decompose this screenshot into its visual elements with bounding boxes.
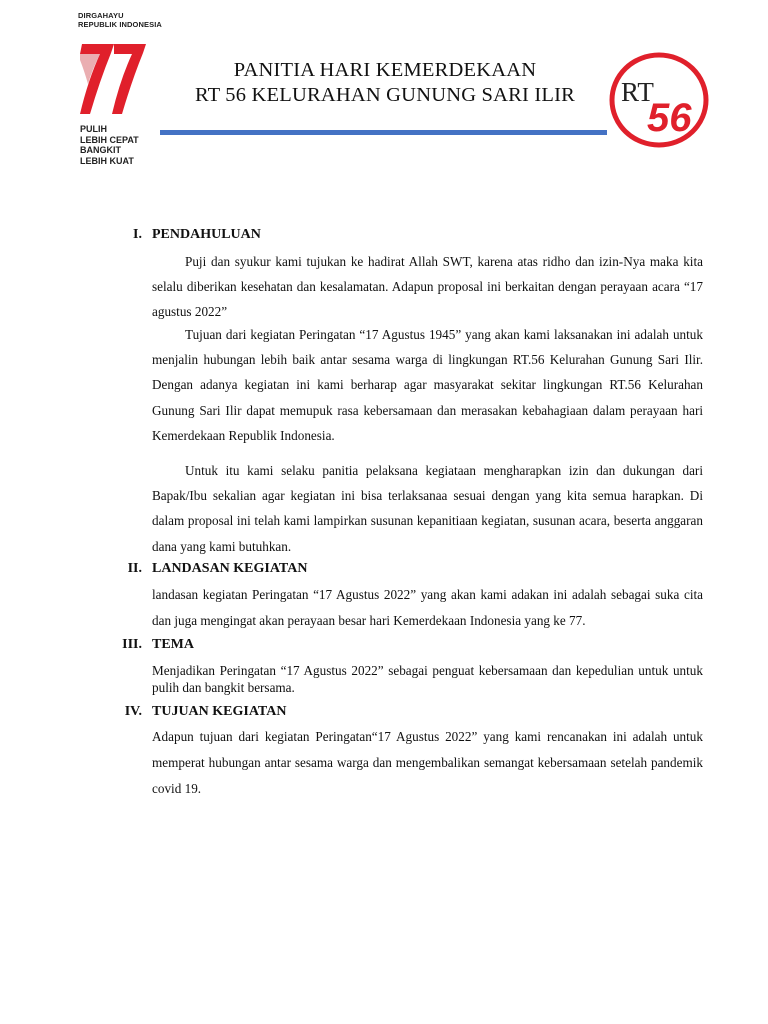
- logo-slogan-line: LEBIH KUAT: [80, 155, 134, 166]
- logo-slogan-line: LEBIH CEPAT: [80, 134, 139, 145]
- rt56-logo: [607, 51, 711, 149]
- logo-slogan: [80, 124, 139, 166]
- paragraph: Puji dan syukur kami tujukan ke hadirat Allah SWT, karena atas ridho dan izin-Nya maka kita selalu diberikan kesehatan dan kesalamatan. Adapun proposal ini berkaitan dengan perayaan acara “17 agustus 2022”: [152, 254, 703, 320]
- title-line-2: RT 56 KELURAHAN GUNUNG SARI ILIR: [194, 84, 576, 106]
- logo-slogan-line: BANGKIT: [80, 145, 121, 155]
- rt56-logo-prefix: RT: [621, 77, 654, 107]
- paragraph: Tujuan dari kegiatan Peringatan “17 Agustus 1945” yang akan kami laksanakan ini adalah untuk menjalin hubungan lebih baik antar sesama warga di lingkungan RT.56 Kelurahan Gunung Sari Ilir. Dengan adanya kegiatan ini kami berharap agar masyarakat sekitar lingkungan RT.56 Kelurahan Gunung Sari Ilir dapat memupuk rasa kebersamaan dan merasakan kebahagiaan dalam perayaan hari Kemerdekaan Republik Indonesia.: [152, 327, 703, 443]
- document-title: [160, 58, 610, 108]
- section-number: I.: [133, 227, 142, 242]
- paragraph: Untuk itu kami selaku panitia pelaksana kegiataan mengharapkan izin dan dukungan dari Bapak/Ibu sekalian agar kegiatan ini bisa terlaksanaa sesuai dengan yang kita semua harapkan. Di dalam proposal ini telah kami lampirkan susunan kepanitiaan kegiatan, susunan acara, beserta anggaran dana yang kami butuhkan.: [152, 463, 703, 554]
- section-heading: [124, 703, 287, 721]
- logo-slogan-line: PULIH: [80, 124, 107, 134]
- logo-top-text: [78, 12, 188, 29]
- section-title: TUJUAN KEGIATAN: [152, 704, 287, 719]
- logo-dirgahayu-text: DIRGAHAYU: [78, 11, 124, 20]
- section-title: TEMA: [152, 637, 194, 652]
- section-number: II.: [127, 561, 142, 576]
- section-title: LANDASAN KEGIATAN: [152, 561, 308, 576]
- rt56-logo-number: 56: [647, 96, 692, 140]
- title-divider: [160, 130, 607, 135]
- section-heading: [122, 636, 194, 654]
- section-number: III.: [122, 637, 142, 652]
- paragraph: Adapun tujuan dari kegiatan Peringatan“17 Agustus 2022” yang kami rencanakan ini adalah untuk memperat hubungan antar sesama warga dan mengembalikan semangat kebersamaan setelah pandemik covid 19.: [152, 729, 703, 796]
- section-number: IV.: [124, 704, 142, 719]
- section-heading: [127, 560, 308, 578]
- paragraph: landasan kegiatan Peringatan “17 Agustus 2022” yang akan kami adakan ini adalah sebagai suka cita dan juga mengingat akan perayaan besar hari Kemerdekaan Indonesia yang ke 77.: [152, 587, 703, 628]
- paragraph: Menjadikan Peringatan “17 Agustus 2022” sebagai penguat kebersamaan dan kepedulian untuk untuk pulih dan bangkit bersama.: [152, 663, 703, 695]
- title-line-1: PANITIA HARI KEMERDEKAAN: [233, 59, 537, 81]
- logo-republik-text: REPUBLIK INDONESIA: [78, 19, 162, 29]
- logo-77-graphic: [78, 40, 148, 120]
- section-heading: [133, 226, 261, 244]
- section-title: PENDAHULUAN: [152, 227, 261, 242]
